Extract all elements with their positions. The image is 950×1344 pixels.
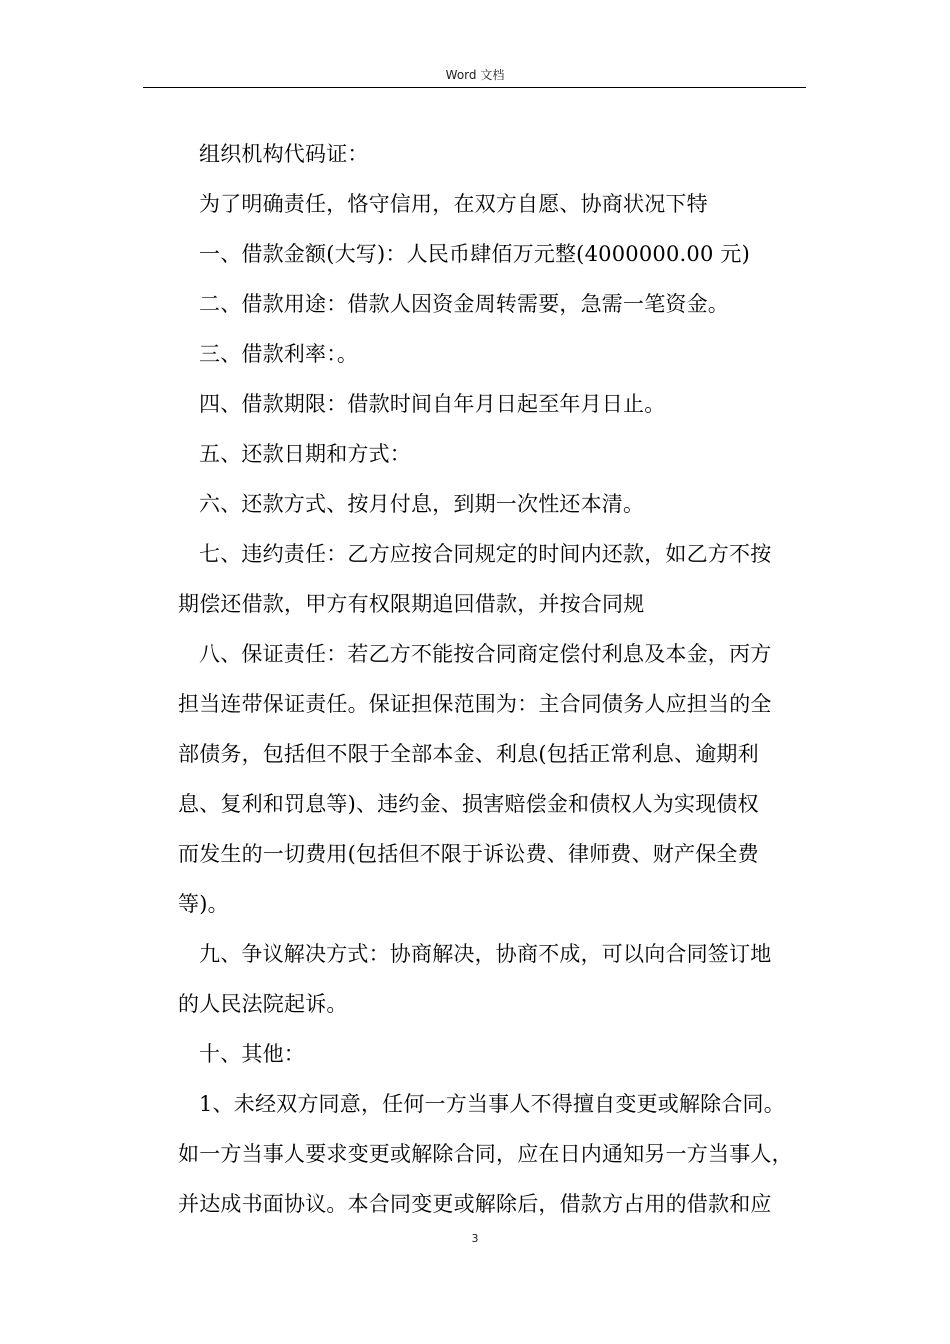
document-body — [178, 129, 806, 1229]
page-number: 3 — [471, 1232, 479, 1245]
text-line: 六、还款方式、按月付息，到期一次性还本清。 — [199, 492, 645, 516]
text-line: 二、借款用途：借款人因资金周转需要，急需一笔资金。 — [199, 292, 729, 316]
text-line: 等)。 — [178, 892, 229, 916]
text-line: 而发生的一切费用(包括但不限于诉讼费、律师费、财产保全费 — [178, 842, 759, 866]
text-line: 七、违约责任：乙方应按合同规定的时间内还款，如乙方不按 — [199, 542, 772, 566]
header-divider — [143, 87, 806, 88]
text-line: 并达成书面协议。本合同变更或解除后，借款方占用的借款和应 — [178, 1192, 772, 1216]
text-line: 三、借款利率：。 — [199, 342, 359, 366]
text-line: 四、借款期限：借款时间自年月日起至年月日止。 — [199, 392, 666, 416]
text-line: 为了明确责任，恪守信用，在双方自愿、协商状况下特 — [199, 192, 708, 216]
text-line: 五、还款日期和方式： — [199, 442, 411, 466]
text-line: 九、争议解决方式：协商解决，协商不成，可以向合同签订地 — [199, 942, 772, 966]
text-line: 如一方当事人要求变更或解除合同，应在日内通知另一方当事人， — [178, 1142, 793, 1166]
text-line: 期偿还借款，甲方有权限期追回借款，并按合同规 — [178, 592, 645, 616]
text-line: 组织机构代码证： — [199, 142, 369, 166]
text-line: 十、其他： — [199, 1042, 305, 1066]
text-line: 八、保证责任：若乙方不能按合同商定偿付利息及本金，丙方 — [199, 642, 772, 666]
document-header-title: Word 文档 — [445, 68, 505, 82]
text-line: 部债务，包括但不限于全部本金、利息(包括正常利息、逾期利 — [178, 742, 759, 766]
text-line: 息、复利和罚息等)、违约金、损害赔偿金和债权人为实现债权 — [178, 792, 759, 816]
text-line: 的人民法院起诉。 — [178, 992, 348, 1016]
text-line: 一、借款金额(大写)：人民币肆佰万元整(4000000.00 元) — [199, 242, 750, 266]
text-line: 1、未经双方同意，任何一方当事人不得擅自变更或解除合同。 — [199, 1092, 785, 1116]
text-line: 担当连带保证责任。保证担保范围为：主合同债务人应担当的全 — [178, 692, 772, 716]
